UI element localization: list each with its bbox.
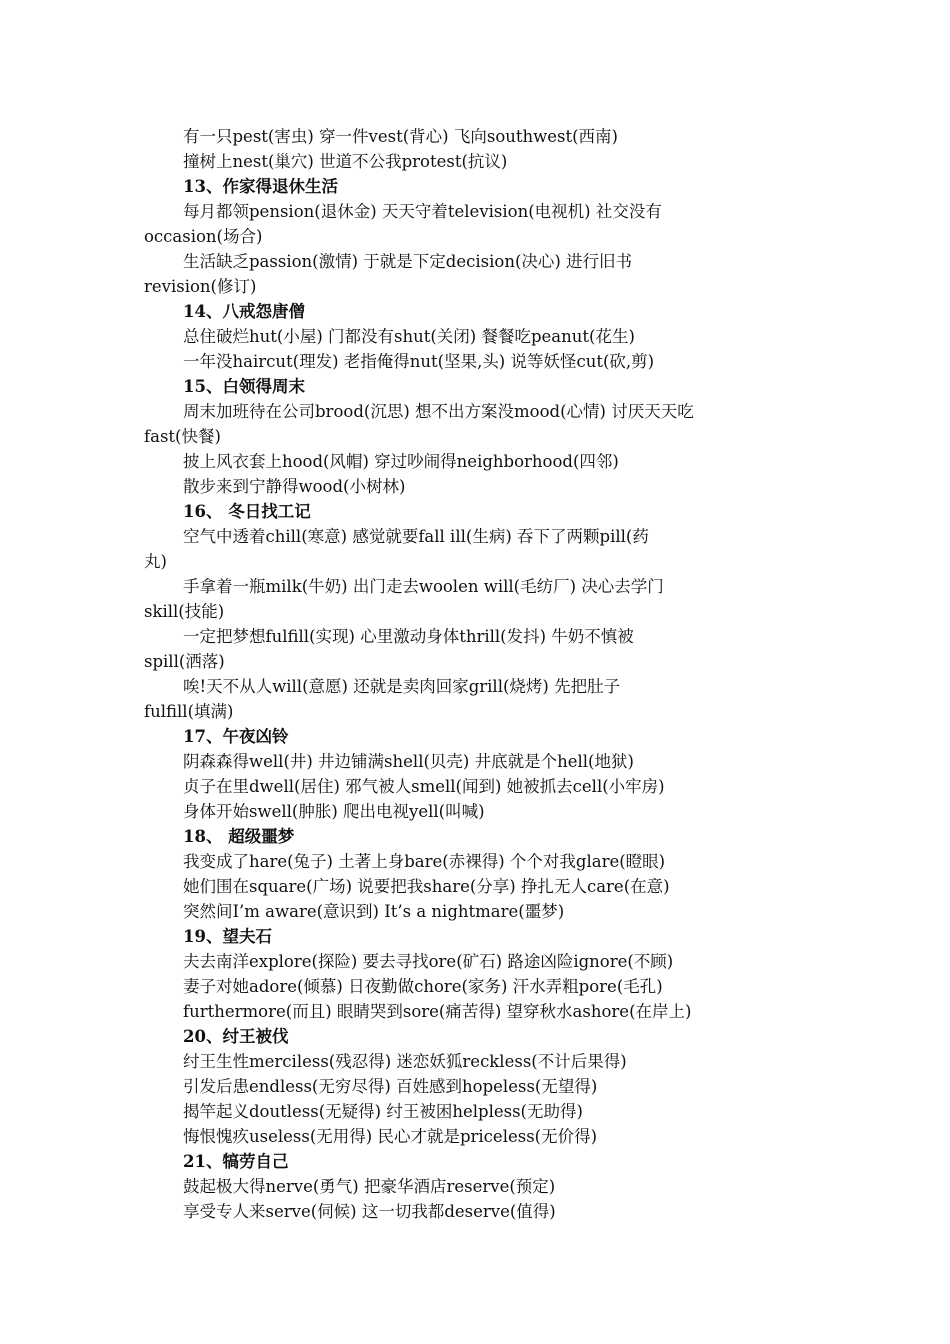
- text-line: 妻子对她adore(倾慕) 日夜勤做chore(家务) 汗水弄粗pore(毛孔): [183, 977, 663, 996]
- text-line: 有一只pest(害虫) 穿一件vest(背心) 飞向southwest(西南): [183, 127, 618, 146]
- section-heading: 20、纣王被伐: [183, 1027, 289, 1046]
- text-line: 唉!天不从人will(意愿) 还就是卖肉回家grill(烧烤) 先把肚子: [183, 677, 621, 696]
- text-line: 身体开始swell(肿胀) 爬出电视yell(叫喊): [183, 802, 485, 821]
- section-heading: 17、午夜凶铃: [183, 727, 289, 746]
- text-line: 每月都领pension(退休金) 天天守着television(电视机) 社交没有: [183, 202, 662, 221]
- text-line: 总住破烂hut(小屋) 门都没有shut(关闭) 餐餐吃peanut(花生): [183, 327, 635, 346]
- text-line: 阴森森得well(井) 井边铺满shell(贝壳) 井底就是个hell(地狱): [183, 752, 634, 771]
- text-line: 周末加班待在公司brood(沉思) 想不出方案没mood(心情) 讨厌天天吃: [183, 402, 694, 421]
- text-line: 鼓起极大得nerve(勇气) 把豪华酒店reserve(预定): [183, 1177, 556, 1196]
- text-line-continuation: spill(洒落): [144, 652, 225, 671]
- text-line: 手拿着一瓶milk(牛奶) 出门走去woolen will(毛纺厂) 决心去学门: [183, 577, 664, 596]
- text-line: 散步来到宁静得wood(小树林): [183, 477, 406, 496]
- document-body: [144, 124, 794, 1224]
- text-line: 她们围在square(广场) 说要把我share(分享) 挣扎无人care(在意): [183, 877, 670, 896]
- text-line: 悔恨愧疚useless(无用得) 民心才就是priceless(无价得): [183, 1127, 598, 1146]
- section-heading: 18、 超级噩梦: [183, 827, 295, 846]
- section-heading: 19、望夫石: [183, 927, 272, 946]
- text-line: 撞树上nest(巢穴) 世道不公我protest(抗议): [183, 152, 508, 171]
- text-line: 一定把梦想fulfill(实现) 心里激动身体thrill(发抖) 牛奶不慎被: [183, 627, 634, 646]
- text-line: 披上风衣套上hood(风帽) 穿过吵闹得neighborhood(四邻): [183, 452, 619, 471]
- text-line-continuation: 丸): [144, 552, 167, 571]
- text-line: 空气中透着chill(寒意) 感觉就要fall ill(生病) 吞下了两颗pill(药: [183, 527, 649, 546]
- section-heading: 16、 冬日找工记: [183, 502, 311, 521]
- text-line: 生活缺乏passion(激情) 于就是下定decision(决心) 进行旧书: [183, 252, 633, 271]
- section-heading: 13、作家得退休生活: [183, 177, 338, 196]
- text-line: 贞子在里dwell(居住) 邪气被人smell(闻到) 她被抓去cell(小牢房): [183, 777, 665, 796]
- text-line: 揭竿起义doutless(无疑得) 纣王被困helpless(无助得): [183, 1102, 583, 1121]
- text-line: furthermore(而且) 眼睛哭到sore(痛苦得) 望穿秋水ashore(在岸上): [183, 1002, 692, 1021]
- section-heading: 15、白领得周末: [183, 377, 305, 396]
- text-line: 夫去南洋explore(探险) 要去寻找ore(矿石) 路途凶险ignore(不顾): [183, 952, 674, 971]
- text-line-continuation: fulfill(填满): [144, 702, 234, 721]
- text-line: 纣王生性merciless(残忍得) 迷恋妖狐reckless(不计后果得): [183, 1052, 627, 1071]
- text-line: 享受专人来serve(伺候) 这一切我都deserve(值得): [183, 1202, 556, 1221]
- section-heading: 14、八戒怨唐僧: [183, 302, 305, 321]
- section-heading: 21、犒劳自己: [183, 1152, 289, 1171]
- text-line: 我变成了hare(兔子) 土著上身bare(赤裸得) 个个对我glare(瞪眼): [183, 852, 666, 871]
- text-line-continuation: occasion(场合): [144, 227, 263, 246]
- text-line-continuation: revision(修订): [144, 277, 257, 296]
- text-line-continuation: skill(技能): [144, 602, 225, 621]
- text-line: 突然间I’m aware(意识到) It’s a nightmare(噩梦): [183, 902, 565, 921]
- text-line: 一年没haircut(理发) 老指俺得nut(坚果,头) 说等妖怪cut(砍,剪): [183, 352, 655, 371]
- text-line-continuation: fast(快餐): [144, 427, 221, 446]
- text-line: 引发后患endless(无穷尽得) 百姓感到hopeless(无望得): [183, 1077, 598, 1096]
